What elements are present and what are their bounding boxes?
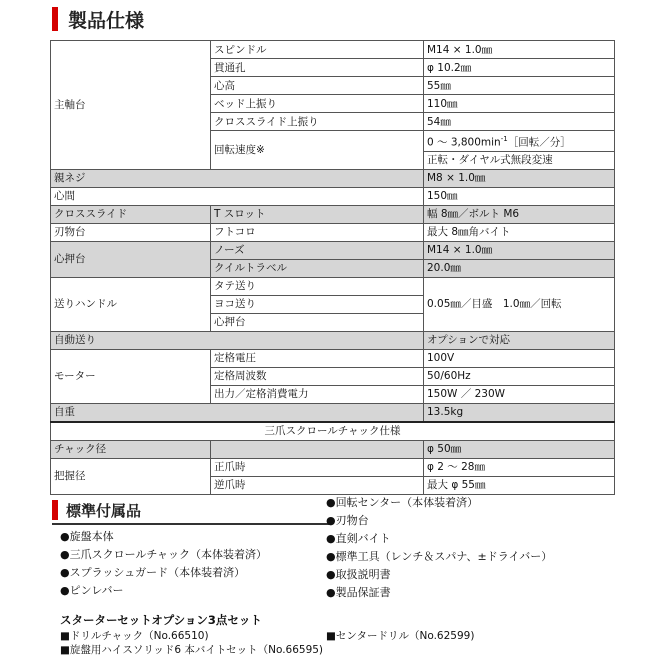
list-item: ●標準工具（レンチ＆スパナ、±ドライバー） (326, 550, 553, 563)
table-row (51, 440, 615, 458)
row-label: 主軸台 (51, 41, 211, 170)
row-value: φ 2 ～ 28㎜ (424, 458, 615, 476)
row-label: モーター (51, 349, 211, 403)
row-label: 送りハンドル (51, 277, 211, 331)
list-item: ●スプラッシュガード（本体装着済） (60, 566, 246, 579)
row-value: 0.05㎜／目盛 1.0㎜／回転 (424, 277, 615, 331)
row-label: 心間 (51, 187, 424, 205)
row-item: ノーズ (211, 241, 424, 259)
row-item: クイルトラベル (211, 259, 424, 277)
accessories-list-right (326, 494, 552, 602)
row-label: チャック径 (51, 440, 211, 458)
row-value: φ 50㎜ (424, 440, 615, 458)
list-item: ●直剣バイト (326, 532, 391, 545)
row-label: 刃物台 (51, 223, 211, 241)
accessories-heading-title: 標準付属品 (66, 501, 142, 520)
row-value: 20.0㎜ (424, 259, 615, 277)
speed-unit: ［回転／分］ (507, 136, 571, 149)
heading-accent-bar (52, 500, 58, 520)
row-item: 定格電圧 (211, 349, 424, 367)
row-item: 定格周波数 (211, 367, 424, 385)
row-value: 55㎜ (424, 77, 615, 95)
row-value: 110㎜ (424, 95, 615, 113)
table-row (51, 223, 615, 241)
row-value: M8 × 1.0㎜ (424, 169, 615, 187)
row-value: 50/60Hz (424, 367, 615, 385)
row-item: T スロット (211, 205, 424, 223)
list-item: ●製品保証書 (326, 586, 391, 599)
row-item: フトコロ (211, 223, 424, 241)
row-value: M14 × 1.0㎜ (424, 241, 615, 259)
row-value (424, 131, 615, 152)
table-row (51, 41, 615, 59)
list-item: ●三爪スクロールチャック（本体装着済） (60, 548, 268, 561)
list-item: ●回転センター（本体装着済） (326, 496, 479, 509)
row-item: 正爪時 (211, 458, 424, 476)
table-row (51, 422, 615, 441)
list-item: ●旋盤本体 (60, 530, 114, 543)
table-row (51, 169, 615, 187)
row-item: 心高 (211, 77, 424, 95)
spec-table (50, 40, 615, 495)
spec-heading-title: 製品仕様 (68, 9, 145, 32)
row-item: 逆爪時 (211, 476, 424, 494)
row-label: 自重 (51, 403, 424, 422)
heading-accent-bar (52, 7, 58, 31)
table-row (51, 187, 615, 205)
row-value: 100V (424, 349, 615, 367)
row-item: クロススライド上振り (211, 113, 424, 131)
row-label: 親ネジ (51, 169, 424, 187)
table-row (51, 205, 615, 223)
row-value: 13.5kg (424, 403, 615, 422)
row-value: 150W ／ 230W (424, 385, 615, 403)
row-value: 幅 8㎜／ボルト M6 (424, 205, 615, 223)
row-value: 正転・ダイヤル式無段変速 (424, 151, 615, 169)
row-value: M14 × 1.0㎜ (424, 41, 615, 59)
list-item: ●ピンレバー (60, 584, 124, 597)
starter-item: ■センタードリル（No.62599) (326, 630, 475, 642)
table-row (51, 331, 615, 349)
list-item: ●取扱説明書 (326, 568, 391, 581)
row-value: 150㎜ (424, 187, 615, 205)
row-item: 出力／定格消費電力 (211, 385, 424, 403)
row-value: 54㎜ (424, 113, 615, 131)
row-item: 回転速度※ (211, 131, 424, 170)
row-label: クロススライド (51, 205, 211, 223)
row-value: 最大 φ 55㎜ (424, 476, 615, 494)
row-label: 把握径 (51, 458, 211, 494)
row-item: 心押台 (211, 313, 424, 331)
speed-value: 0 ～ 3,800min (427, 136, 501, 149)
accessories-list-left (60, 528, 267, 600)
row-value: φ 10.2㎜ (424, 59, 615, 77)
list-item: ●刃物台 (326, 514, 369, 527)
starter-set-title: スターターセットオプション3点セット (60, 613, 262, 627)
table-row (51, 458, 615, 476)
row-item: タテ送り (211, 277, 424, 295)
row-item: スピンドル (211, 41, 424, 59)
chuck-spec-heading: 三爪スクロールチャック仕様 (51, 422, 615, 441)
spec-heading (52, 6, 144, 32)
starter-item: ■ドリルチャック（No.66510) (60, 630, 209, 642)
row-label: 自動送り (51, 331, 424, 349)
row-item: ヨコ送り (211, 295, 424, 313)
row-item (211, 440, 424, 458)
table-row (51, 241, 615, 259)
speed-exponent: -1 (500, 135, 508, 143)
table-row (51, 403, 615, 422)
row-value: 最大 8㎜角バイト (424, 223, 615, 241)
row-item: 貫通孔 (211, 59, 424, 77)
row-item: ベッド上振り (211, 95, 424, 113)
accessories-heading (52, 499, 332, 525)
row-value: オプションで対応 (424, 331, 615, 349)
starter-item: ■旋盤用ハイスソリッド6 本バイトセット（No.66595) (60, 644, 324, 656)
row-label: 心押台 (51, 241, 211, 277)
table-row (51, 349, 615, 367)
table-row (51, 277, 615, 295)
